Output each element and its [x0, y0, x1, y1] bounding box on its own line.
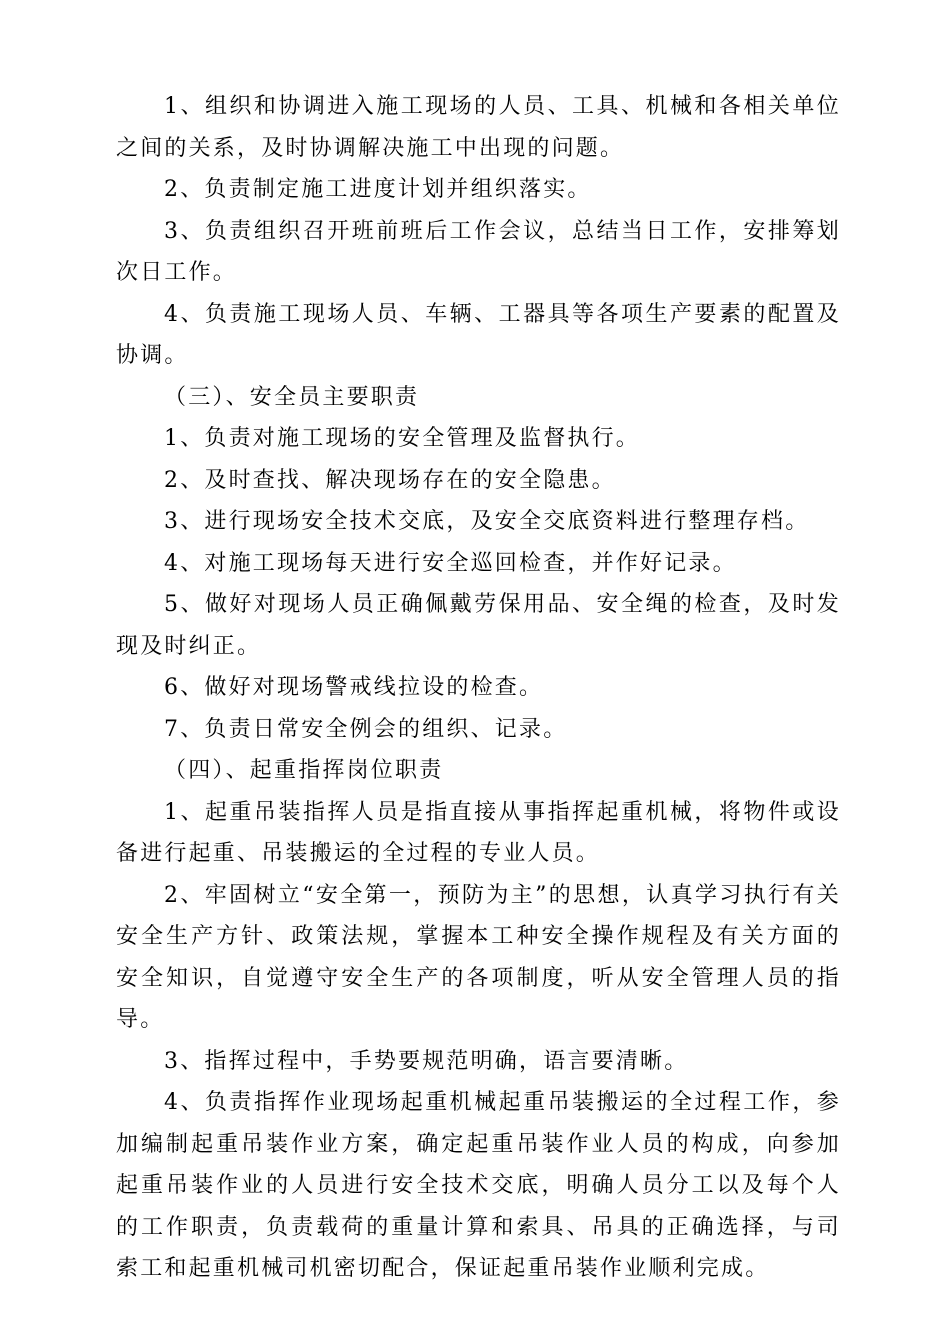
paragraph-11: 7、负责日常安全例会的组织、记录。 — [164, 716, 568, 742]
paragraph-10: 6、做好对现场警戒线拉设的检查。 — [164, 675, 544, 700]
paragraph-15: 4、负责指挥作业现场起重机械起重吊装搬运的全过程工作，参加编制起重吊装作业方案，确定起重吊装作业人员的构成，向参加起重吊装作业的人员进行安全技术交底，明确人员分工以及每个人的工作职责，负责载荷的重量计算和索具、吊具的正确选择，与司索工和起重机械司机密切配合，保证起重吊装作业顺利完成。 — [116, 1090, 841, 1281]
paragraph-3: 3、负责组织召开班前班后工作会议，总结当日工作，安排筹划次日工作。 — [116, 218, 841, 285]
paragraph-13: 2、牢固树立“安全第一，预防为主”的思想，认真学习执行有关安全生产方针、政策法规，掌握本工种安全操作规程及有关方面的安全知识，自觉遵守安全生产的各项制度，听从安全管理人员的指导。 — [116, 882, 841, 1032]
paragraph-2: 2、负责制定施工进度计划并组织落实。 — [164, 177, 592, 202]
paragraph-12: 1、起重吊装指挥人员是指直接从事指挥起重机械，将物件或设备进行起重、吊装搬运的全过程的专业人员。 — [116, 799, 841, 866]
paragraph-8: 4、对施工现场每天进行安全巡回检查，并作好记录。 — [164, 550, 737, 576]
section-heading-lifting-commander: （四）、起重指挥岗位职责 — [164, 758, 444, 783]
document-page — [116, 86, 841, 1290]
paragraph-1: 1、组织和协调进入施工现场的人员、工具、机械和各相关单位之间的关系，及时协调解决施工中出现的问题。 — [116, 94, 841, 161]
paragraph-5: 1、负责对施工现场的安全管理及监督执行。 — [164, 426, 640, 451]
paragraph-7: 3、进行现场安全技术交底，及安全交底资料进行整理存档。 — [164, 509, 810, 534]
paragraph-6: 2、及时查找、解决现场存在的安全隐患。 — [164, 467, 616, 493]
paragraph-14: 3、指挥过程中，手势要规范明确，语言要清晰。 — [164, 1048, 689, 1074]
section-heading-safety-officer: （三）、安全员主要职责 — [164, 384, 420, 410]
paragraph-4: 4、负责施工现场人员、车辆、工器具等各项生产要素的配置及协调。 — [116, 301, 841, 368]
paragraph-9: 5、做好对现场人员正确佩戴劳保用品、安全绳的检查，及时发现及时纠正。 — [116, 592, 841, 659]
